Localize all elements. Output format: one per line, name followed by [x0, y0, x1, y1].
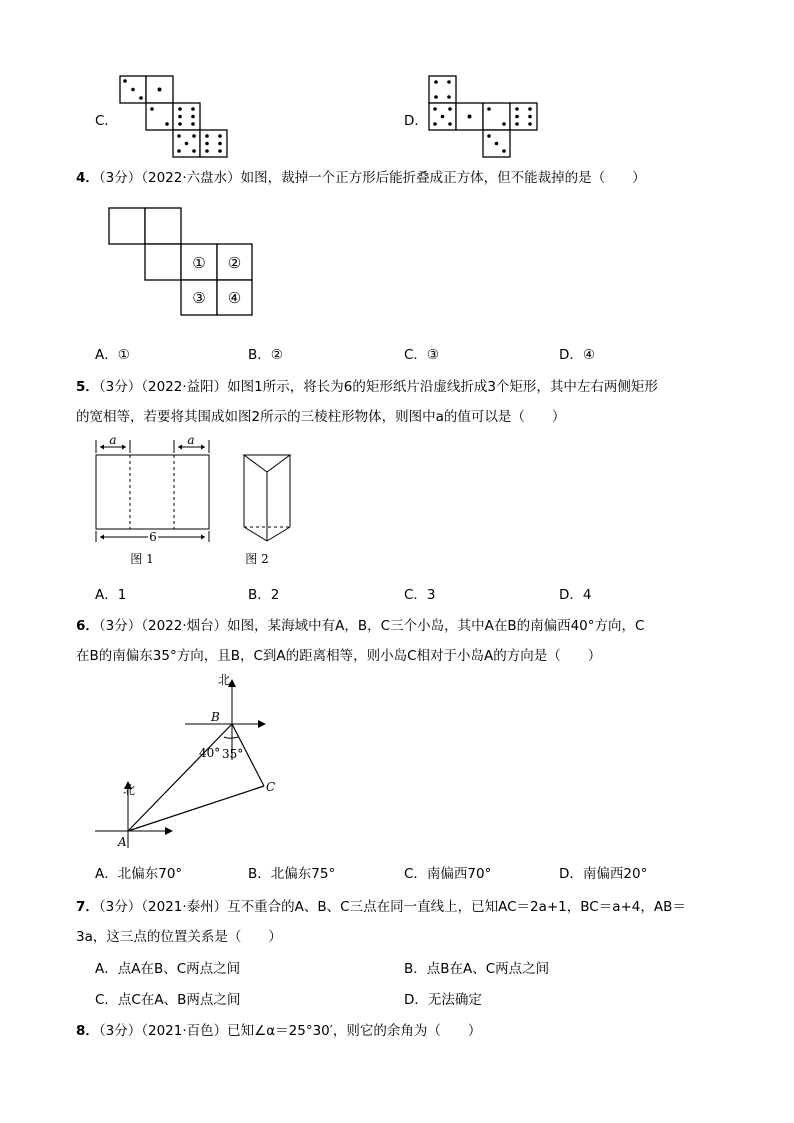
q5-option-b[interactable]: B．2 [248, 587, 280, 603]
angle-40-label: 40° [199, 746, 221, 760]
q7-option-d[interactable]: D．无法确定 [404, 992, 482, 1008]
net-cell-4: ④ [227, 289, 242, 307]
question-meta: （3分）（2022·益阳） [98, 379, 228, 395]
q7-option-b[interactable]: B．点B在A、C两点之间 [404, 961, 550, 977]
north-label-b: 北 [218, 673, 231, 687]
q6-option-a[interactable]: A．北偏东70° [95, 866, 183, 882]
q6-stem-line2: 在B的南偏东35°方向，且B，C到A的距离相等，则小岛C相对于小岛A的方向是（ ） [76, 648, 602, 664]
q4-option-c[interactable]: C．③ [404, 347, 440, 363]
q7-stem-line2: 3a，这三点的位置关系是（ ） [76, 929, 282, 945]
figure-2-caption: 图 2 [245, 552, 269, 566]
net-cell-1: ① [192, 254, 206, 272]
question-text: 如图，裁掉一个正方形后能折叠成正方体，但不能裁掉的是（ ） [240, 170, 646, 186]
q8-stem [76, 1019, 481, 1039]
question-number: 6． [76, 618, 99, 634]
net-cell-3: ③ [192, 289, 206, 307]
q5-stem-line2: 的宽相等，若要将其围成如图2所示的三棱柱形物体，则图中a的值可以是（ ） [76, 409, 566, 425]
point-c-label: C [266, 780, 276, 794]
question-meta: （3分）（2021·百色） [98, 1023, 228, 1039]
q5-option-a[interactable]: A．1 [95, 587, 127, 603]
question-meta: （3分）（2022·烟台） [98, 618, 228, 634]
dimension-length: 6 [149, 530, 157, 544]
question-meta: （3分）（2021·泰州） [98, 899, 228, 915]
question-text: 互不重合的A、B、C三点在同一直线上，已知AC＝2a+1，BC＝a+4，AB＝ [227, 899, 686, 915]
q4-option-d[interactable]: D．④ [559, 347, 595, 363]
question-number: 5． [76, 379, 99, 395]
north-label-a: 北 [123, 783, 136, 797]
q7-option-c[interactable]: C．点C在A、B两点之间 [95, 992, 241, 1008]
q3-option-c-label: C． [95, 113, 118, 129]
net-cell-2: ② [227, 254, 242, 272]
dimension-a-left: a [109, 433, 117, 447]
q6-option-b[interactable]: B．北偏东75° [248, 866, 336, 882]
question-text: 如图，某海域中有A，B，C三个小岛，其中A在B的南偏西40°方向，C [227, 618, 645, 634]
dimension-a-right: a [187, 433, 195, 447]
question-number: 8． [76, 1023, 99, 1039]
question-text: 已知∠α＝25°30′，则它的余角为（ ） [227, 1023, 482, 1039]
question-text: 如图1所示，将长为6的矩形纸片沿虚线折成3个矩形，其中左右两侧矩形 [227, 379, 658, 395]
q6-option-c[interactable]: C．南偏西70° [404, 866, 492, 882]
q7-stem-line1 [76, 895, 686, 915]
q4-option-a[interactable]: A．① [95, 347, 130, 363]
question-number: 4． [76, 170, 99, 186]
q5-option-c[interactable]: C．3 [404, 587, 436, 603]
q5-option-d[interactable]: D．4 [559, 587, 592, 603]
q7-option-a[interactable]: A．点A在B、C两点之间 [95, 961, 241, 977]
point-a-label: A [118, 835, 127, 849]
question-number: 7． [76, 899, 99, 915]
q6-option-d[interactable]: D．南偏西20° [559, 866, 648, 882]
angle-35-label: 35° [222, 747, 244, 761]
question-meta: （3分）（2022·六盘水） [98, 170, 241, 186]
q4-option-b[interactable]: B．② [248, 347, 283, 363]
point-b-label: B [211, 710, 220, 724]
q3-option-d-label: D． [404, 113, 428, 129]
figure-1-caption: 图 1 [130, 552, 154, 566]
